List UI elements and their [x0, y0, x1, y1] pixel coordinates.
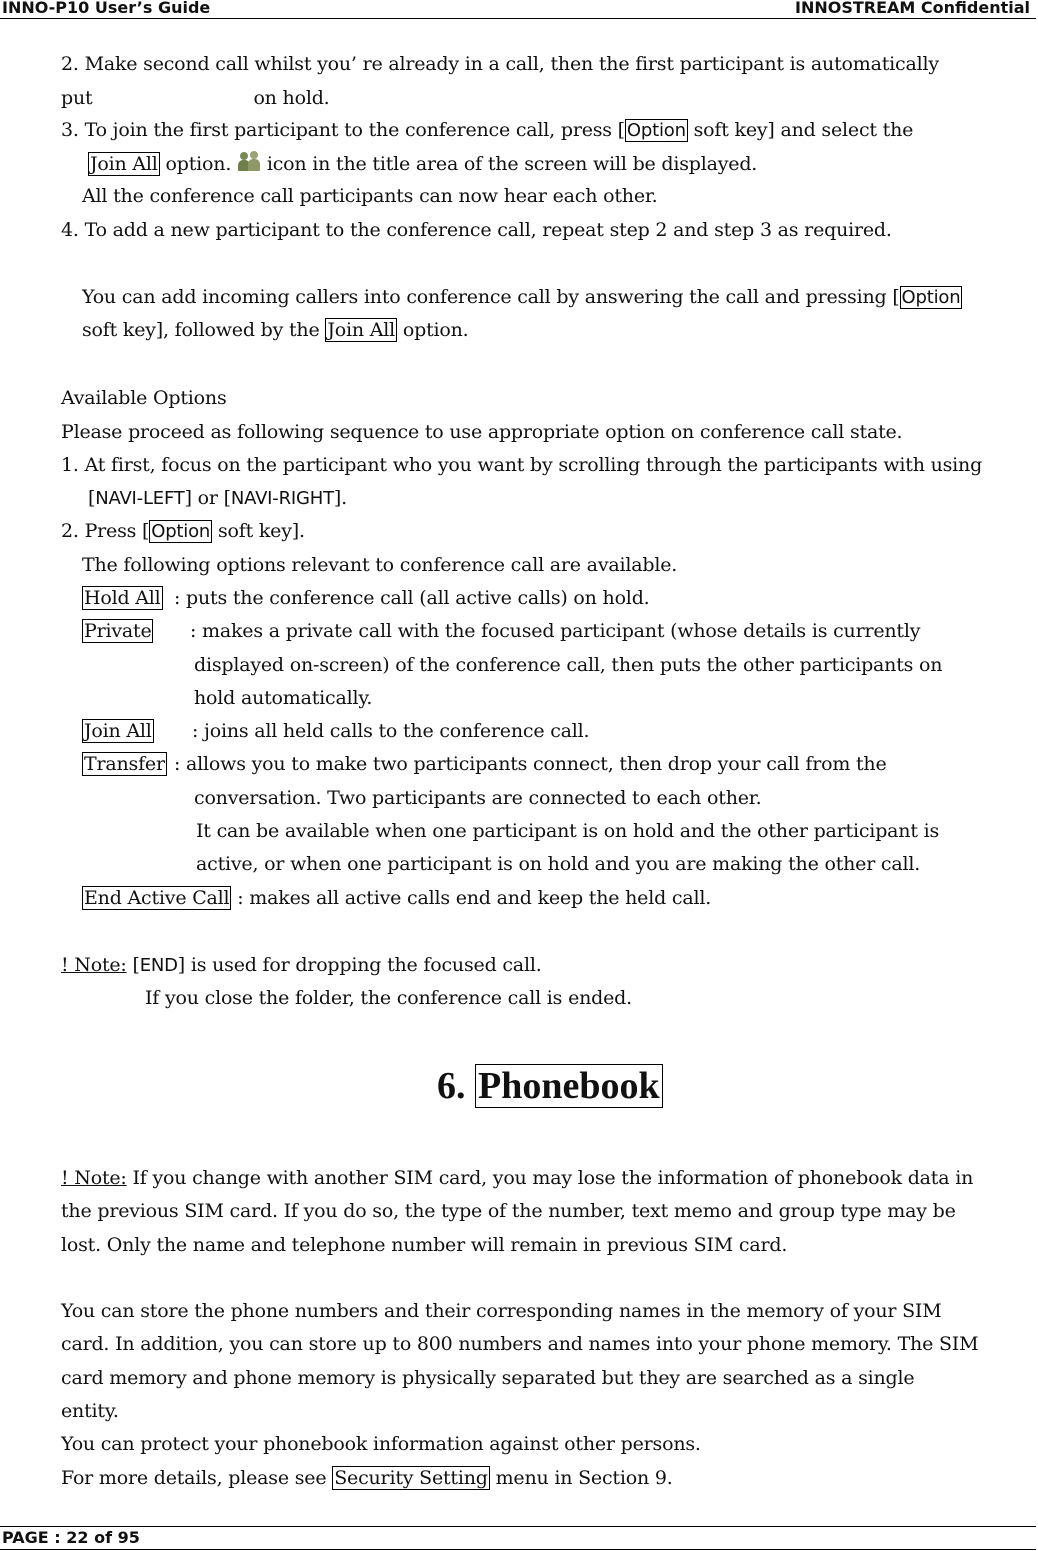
page-number: PAGE : 22 of 95 — [2, 1528, 140, 1547]
header-title: INNO-P10 User’s Guide — [2, 0, 211, 17]
navi-right-key: NAVI-RIGHT — [230, 488, 334, 509]
body-line6: For more details, please see Security Setting menu in Section 9. — [61, 1467, 673, 1489]
note-label: ! Note: — [61, 954, 127, 976]
join-all-label: Join All — [84, 720, 152, 742]
body-line1: You can store the phone numbers and their corresponding names in the memory of your SIM — [61, 1300, 942, 1322]
step3-line2: Join All option. icon in the title area of the screen will be displayed. — [90, 153, 758, 175]
step3-line3: All the conference call participants can now hear each other. — [82, 185, 658, 207]
end-key: END — [139, 955, 178, 976]
step2-line2 — [61, 86, 330, 110]
private-label: Private — [84, 620, 152, 642]
section-heading — [437, 1064, 663, 1108]
end-active-call-desc: : makes all active calls end and keep the held call. — [237, 887, 712, 909]
available-step2: 2. Press [ Option soft key]. — [61, 520, 305, 542]
join-all-option — [82, 719, 590, 743]
note1-line1: ! Note: [END] is used for dropping the focused call. — [61, 954, 542, 976]
step4-line: 4. To add a new participant to the conference call, repeat step 2 and step 3 as required. — [61, 219, 892, 241]
end-active-call-option — [82, 886, 711, 910]
option-key-box: Option — [151, 521, 211, 542]
step2-onhold: on hold. — [253, 87, 330, 109]
step2-line1: 2. Make second call whilst you’ re already in a call, then the first participant is automatically — [61, 53, 939, 75]
transfer-label: Transfer — [84, 753, 165, 775]
transfer-desc-4: active, or when one participant is on hold and you are making the other call. — [196, 853, 921, 875]
incoming-line2: soft key], followed by the Join All option. — [82, 319, 469, 341]
available-step1-line1: 1. At first, focus on the participant who you want by scrolling through the participants with using — [61, 454, 983, 476]
transfer-desc-2: conversation. Two participants are connected to each other. — [194, 787, 762, 809]
private-desc-1: : makes a private call with the focused participant (whose details is currently — [190, 620, 921, 642]
note-label: ! Note: — [61, 1167, 127, 1189]
navi-left-key: NAVI-LEFT — [95, 488, 185, 509]
transfer-option — [82, 752, 887, 776]
body-line5: You can protect your phonebook information against other persons. — [61, 1433, 701, 1455]
private-desc-3: hold automatically. — [194, 687, 373, 709]
available-intro: Please proceed as following sequence to use appropriate option on conference call state. — [61, 421, 903, 443]
security-setting-link[interactable]: Security Setting — [334, 1467, 488, 1489]
available-options-title: Available Options — [61, 387, 227, 409]
transfer-desc-1: : allows you to make two participants connect, then drop your call from the — [174, 753, 887, 775]
join-all-box: Join All — [327, 319, 396, 341]
hold-all-option — [82, 586, 650, 610]
step3-line1: 3. To join the first participant to the conference call, press [ Option soft key] and select the — [61, 119, 914, 141]
note2-line1: ! Note: If you change with another SIM card, you may lose the information of phonebook data in — [61, 1167, 974, 1189]
body-line3: card memory and phone memory is physically separated but they are searched as a single — [61, 1367, 915, 1389]
step2-put: put — [61, 87, 93, 109]
body-line2: card. In addition, you can store up to 800 numbers and names into your phone memory. The SIM — [61, 1333, 979, 1355]
body-line4: entity. — [61, 1400, 119, 1422]
private-option — [82, 619, 921, 643]
note1-line2: If you close the folder, the conference call is ended. — [145, 987, 632, 1009]
note2-line3: lost. Only the name and telephone number will remain in previous SIM card. — [61, 1234, 788, 1256]
page-header — [0, 0, 1036, 19]
transfer-desc-3: It can be available when one participant is on hold and the other participant is — [196, 820, 940, 842]
page-footer — [0, 1526, 1036, 1550]
hold-all-label: Hold All — [84, 587, 161, 609]
hold-all-desc: : puts the conference call (all active calls) on hold. — [174, 587, 650, 609]
join-all-desc: : joins all held calls to the conference call. — [192, 720, 590, 742]
header-confidential: INNOSTREAM Confidential — [795, 0, 1030, 17]
note2-line2: the previous SIM card. If you do so, the type of the number, text memo and group type may be — [61, 1200, 956, 1222]
private-desc-2: displayed on-screen) of the conference call, then puts the other participants on — [194, 654, 943, 676]
section-number: 6. — [437, 1065, 466, 1107]
option-key-box: Option — [901, 287, 961, 308]
incoming-line1: You can add incoming callers into conference call by answering the call and pressing [ Option — [82, 286, 961, 308]
section-title: Phonebook — [475, 1064, 663, 1108]
following-options-line: The following options relevant to conference call are available. — [82, 554, 678, 576]
available-step1-line2: [NAVI-LEFT] or [NAVI-RIGHT]. — [88, 487, 347, 509]
join-all-box: Join All — [90, 153, 158, 175]
conference-icon — [237, 151, 261, 173]
option-key-box: Option — [626, 120, 686, 141]
end-active-call-label: End Active Call — [84, 887, 230, 909]
